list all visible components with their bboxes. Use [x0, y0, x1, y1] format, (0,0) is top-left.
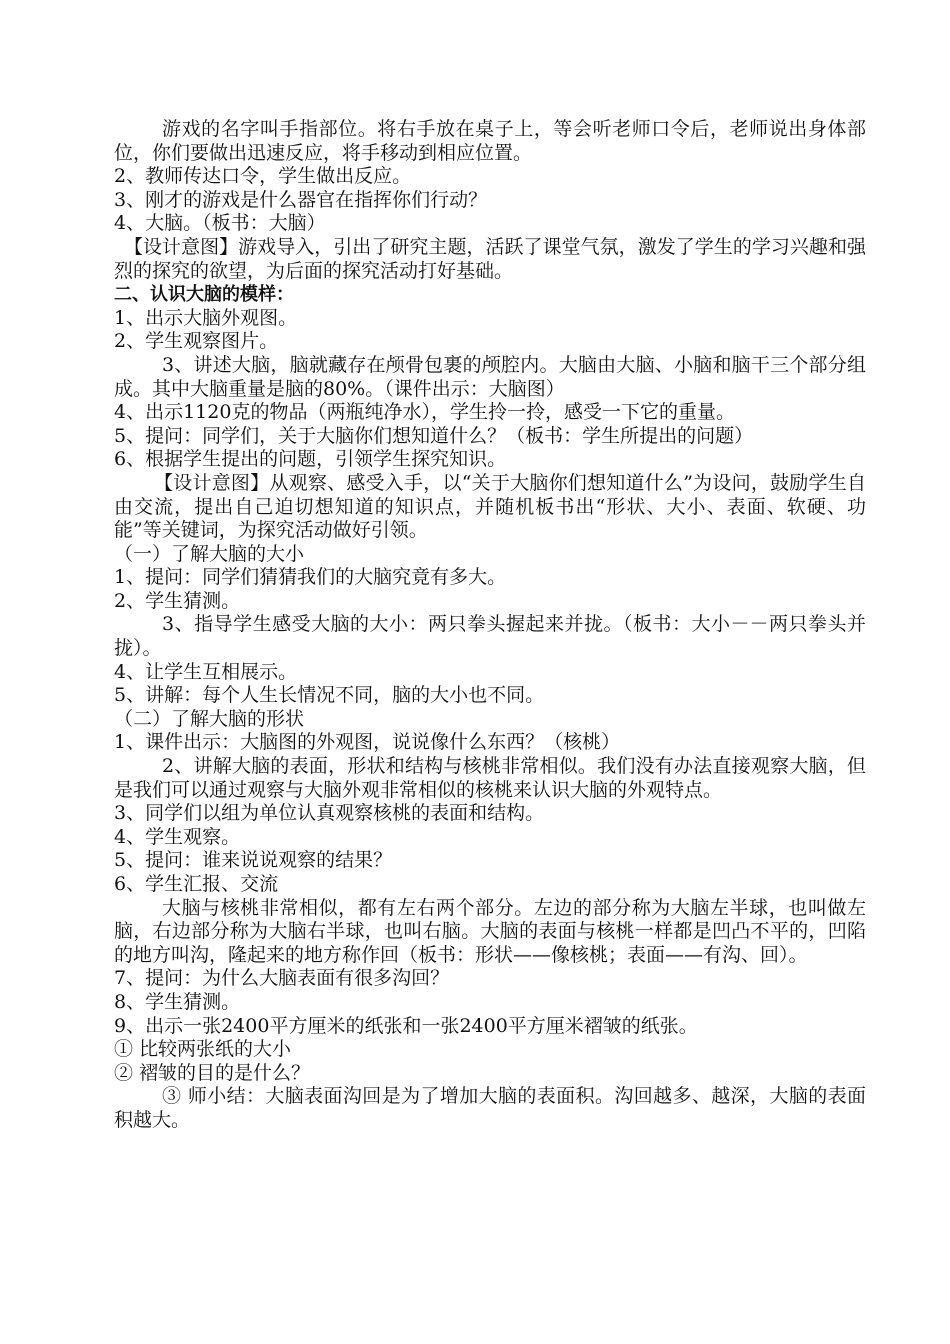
- sub2-step-3: 3、同学们以组为单位认真观察核桃的表面和结构。: [114, 802, 545, 825]
- sub2-step-6: 6、学生汇报、交流: [114, 873, 279, 895]
- subsection-2-heading: （二）了解大脑的形状: [114, 707, 305, 730]
- step-4-brain: 4、大脑。（板书：大脑）: [114, 212, 326, 235]
- sub2-report-paragraph: 大脑与核桃非常相似，都有左右两个部分。左边的部分称为大脑左半球，也叫做左脑，右边部分称为大脑右半球，也叫右脑。大脑的表面与核桃一样都是凹凸不平的，凹陷的地方叫沟，隆起来的地方称作回（板书：形状——像核桃；表面——有沟、回）。: [114, 896, 866, 966]
- sub2-step-1: 1、课件出示：大脑图的外观图，说说像什么东西？（核桃）: [114, 731, 621, 754]
- s2-step-6: 6、根据学生提出的问题，引领学生探究知识。: [114, 448, 507, 471]
- design-intent-2: 【设计意图】从观察、感受入手，以“关于大脑你们想知道什么”为设问，鼓励学生自由交流，提出自己迫切想知道的知识点，并随机板书出“形状、大小、表面、软硬、功能”等关键词，为探究活动做好引领。: [114, 471, 866, 542]
- sub1-step-1: 1、提问：同学们猜猜我们的大脑究竟有多大。: [114, 566, 507, 589]
- sub2-point-2: ② 褶皱的目的是什么？: [114, 1061, 311, 1084]
- document-page: [114, 118, 866, 1133]
- design-intent-1: 【设计意图】游戏导入，引出了研究主题，活跃了课堂气氛，激发了学生的学习兴趣和强烈的探究的欲望，为后面的探究活动打好基础。: [114, 235, 866, 282]
- sub2-step-8: 8、学生猜测。: [114, 990, 241, 1013]
- sub1-step-3: 3、指导学生感受大脑的大小：两只拳头握起来并拢。（板书：大小－－两只拳头并拢）。: [114, 613, 866, 660]
- sub2-step-7: 7、提问：为什么大脑表面有很多沟回？: [114, 967, 450, 990]
- sub2-step-5: 5、提问：谁来说说观察的结果？: [114, 849, 393, 872]
- sub2-point-1: ① 比较两张纸的大小: [114, 1038, 292, 1061]
- s2-step-2: 2、学生观察图片。: [114, 330, 279, 353]
- sub1-step-5: 5、讲解：每个人生长情况不同，脑的大小也不同。: [114, 684, 545, 707]
- sub1-step-2: 2、学生猜测。: [114, 589, 241, 612]
- sub2-step-2: 2、讲解大脑的表面，形状和结构与核桃非常相似。我们没有办法直接观察大脑，但是我们可以通过观察与大脑外观非常相似的核桃来认识大脑的外观特点。: [114, 755, 866, 801]
- s2-step-4: 4、出示1120克的物品（两瓶纯净水），学生拎一拎，感受一下它的重量。: [114, 401, 735, 424]
- s2-step-3: 3、讲述大脑，脑就藏存在颅骨包裹的颅腔内。大脑由大脑、小脑和脑干三个部分组成。其中大脑重量是脑的80%。（课件出示：大脑图）: [114, 353, 866, 400]
- sub2-step-9: 9、出示一张2400平方厘米的纸张和一张2400平方厘米褶皱的纸张。: [114, 1014, 698, 1037]
- s2-step-5: 5、提问：同学们，关于大脑你们想知道什么？（板书：学生所提出的问题）: [114, 424, 754, 447]
- s2-step-1: 1、出示大脑外观图。: [114, 306, 298, 329]
- sub2-step-4: 4、学生观察。: [114, 825, 241, 848]
- step-2-command: 2、教师传达口令，学生做出反应。: [114, 165, 412, 188]
- sub1-step-4: 4、让学生互相展示。: [114, 660, 298, 683]
- sub2-point-3: ③ 师小结：大脑表面沟回是为了增加大脑的表面积。沟回越多、越深，大脑的表面积越大。: [114, 1085, 866, 1131]
- subsection-1-heading: （一）了解大脑的大小: [114, 542, 305, 565]
- step-3-question: 3、刚才的游戏是什么器官在指挥你们行动？: [114, 188, 488, 211]
- intro-game-paragraph: 游戏的名字叫手指部位。将右手放在桌子上，等会听老师口令后，老师说出身体部位，你们要做出迅速反应，将手移动到相应位置。: [114, 118, 866, 164]
- section-heading-2: 二、认识大脑的模样：: [114, 284, 294, 306]
